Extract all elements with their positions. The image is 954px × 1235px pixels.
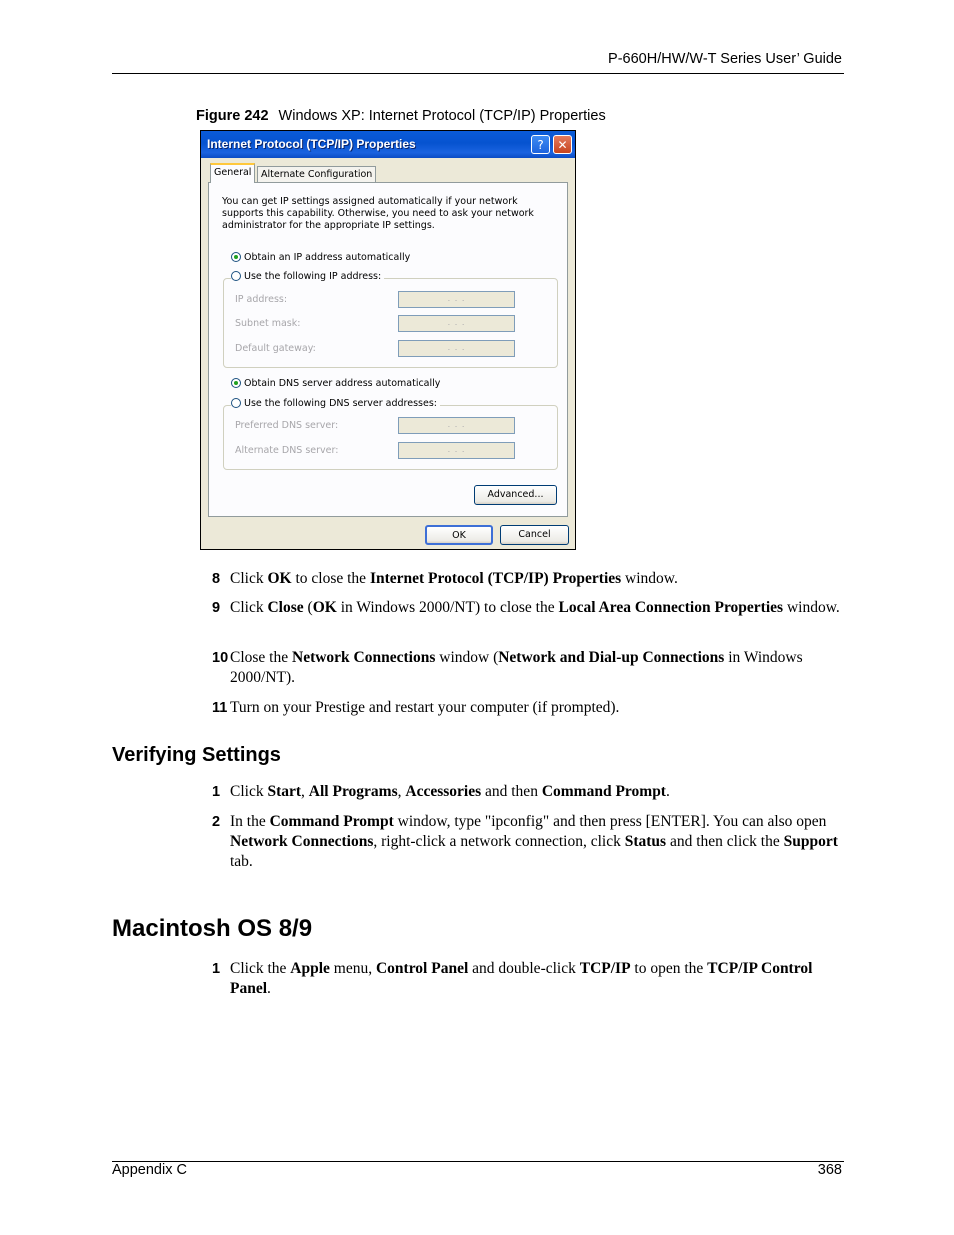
step-text: window.: [621, 570, 678, 587]
step-text: , right-click a network connection, click: [373, 833, 625, 850]
header-rule: [112, 73, 844, 74]
radio-selected-icon: [231, 252, 241, 262]
step-bold-text: Start: [267, 783, 302, 800]
advanced-button[interactable]: Advanced...: [474, 485, 557, 505]
step-text: tab.: [230, 853, 253, 870]
ip-address-label: IP address:: [235, 294, 288, 305]
section-title-verifying: Verifying Settings: [112, 744, 281, 766]
step-bold-text: OK: [312, 599, 337, 616]
step-bold-text: TCP/IP: [579, 960, 631, 977]
preferred-dns-label: Preferred DNS server:: [235, 420, 339, 431]
step-bold-text: Network Connections: [292, 649, 436, 666]
step-bold-text: Accessories: [405, 783, 482, 800]
tab-alternate-configuration[interactable]: Alternate Configuration: [257, 166, 376, 182]
step-text: In the: [230, 813, 270, 830]
step-text: window.: [783, 599, 840, 616]
step-text: and then click the: [666, 833, 784, 850]
step-text: in Windows 2000/NT) to close the: [336, 599, 559, 616]
step-item: [212, 569, 845, 589]
subnet-mask-label: Subnet mask:: [235, 318, 301, 329]
step-bold-text: Local Area Connection Properties: [558, 599, 784, 616]
step-bold-text: Command Prompt: [541, 783, 666, 800]
alternate-dns-input[interactable]: . . .: [398, 442, 515, 459]
step-bold-text: Apple: [290, 960, 330, 977]
step-text: window, type "ipconfig" and then press [ENTER]. You can also open: [393, 813, 827, 830]
help-icon[interactable]: ?: [531, 135, 550, 154]
step-bold-text: Close: [267, 599, 304, 616]
preferred-dns-input[interactable]: . . .: [398, 417, 515, 434]
step-item: [212, 598, 845, 618]
step-bold-text: Control Panel: [375, 960, 469, 977]
step-text: menu,: [329, 960, 376, 977]
step-number: 2: [212, 814, 221, 830]
step-text: ,: [301, 783, 309, 800]
page-number: 368: [817, 1162, 842, 1178]
radio-ip-manual[interactable]: [231, 271, 384, 283]
dialog-title: Internet Protocol (TCP/IP) Properties: [207, 137, 416, 151]
step-text: Click: [230, 599, 268, 616]
ip-address-input[interactable]: . . .: [398, 291, 515, 308]
default-gateway-input[interactable]: . . .: [398, 340, 515, 357]
step-bold-text: Internet Protocol (TCP/IP) Properties: [369, 570, 622, 587]
step-bold-text: Status: [624, 833, 667, 850]
step-number: 8: [212, 571, 221, 587]
step-text: window (: [435, 649, 499, 666]
radio-ip-auto-label: Obtain an IP address automatically: [244, 252, 411, 263]
dns-group: [223, 405, 558, 470]
step-text: to open the: [630, 960, 708, 977]
step-item: [212, 959, 830, 999]
step-text: .: [267, 980, 271, 997]
step-bold-text: OK: [267, 570, 292, 587]
step-number: 10: [212, 650, 229, 666]
alternate-dns-label: Alternate DNS server:: [235, 445, 339, 456]
radio-unselected-icon: [231, 398, 241, 408]
radio-ip-auto[interactable]: [231, 252, 410, 264]
step-text: .: [665, 783, 670, 800]
step-text: Close the: [230, 649, 292, 666]
step-item: [212, 782, 845, 802]
cancel-button[interactable]: Cancel: [500, 525, 569, 545]
close-icon[interactable]: ✕: [553, 135, 572, 154]
step-text: in Windows 2000/NT).: [230, 649, 803, 686]
step-text: ,: [397, 783, 406, 800]
figure-caption: [196, 108, 606, 124]
radio-unselected-icon: [231, 271, 241, 281]
step-text: and double-click: [468, 960, 580, 977]
radio-dns-manual[interactable]: [231, 398, 440, 410]
dialog-titlebar: [201, 131, 575, 158]
default-gateway-label: Default gateway:: [235, 343, 316, 354]
step-bold-text: Network and Dial-up Connections: [498, 649, 725, 666]
step-number: 1: [212, 784, 221, 800]
page-header: P-660H/HW/W-T Series User’ Guide: [608, 51, 842, 67]
ok-button[interactable]: OK: [425, 525, 493, 545]
step-text: Click the: [230, 960, 291, 977]
radio-ip-manual-label: Use the following IP address:: [244, 271, 382, 282]
figure-caption-text: Windows XP: Internet Protocol (TCP/IP) Properties: [278, 108, 606, 124]
step-bold-text: Support: [783, 833, 838, 850]
step-number: 1: [212, 961, 221, 977]
step-text: (: [303, 599, 313, 616]
step-text: to close the: [291, 570, 370, 587]
step-item: [212, 812, 845, 872]
figure-label: Figure 242: [196, 108, 269, 124]
radio-dns-manual-label: Use the following DNS server addresses:: [244, 398, 437, 409]
step-text: Click: [230, 783, 268, 800]
step-item: [212, 698, 845, 718]
step-bold-text: Command Prompt: [269, 813, 394, 830]
radio-selected-icon: [231, 378, 241, 388]
tab-general[interactable]: General: [210, 163, 255, 183]
step-bold-text: TCP/IP Control Panel: [230, 960, 813, 997]
step-bold-text: Network Connections: [230, 833, 374, 850]
step-bold-text: All Programs: [308, 783, 398, 800]
step-text: Turn on your Prestige and restart your computer (if prompted).: [230, 699, 620, 716]
intro-text: You can get IP settings assigned automatically if your network supports this capability. Otherwise, you need to ask your network administrator for the appropriate IP settings.: [222, 196, 534, 231]
step-item: [212, 648, 845, 688]
radio-dns-auto-label: Obtain DNS server address automatically: [244, 378, 441, 389]
step-number: 9: [212, 600, 221, 616]
step-text: and then: [481, 783, 542, 800]
step-number: 11: [212, 700, 228, 716]
section-title-macintosh: Macintosh OS 8/9: [112, 915, 313, 942]
general-panel: [208, 182, 568, 517]
radio-dns-auto[interactable]: [231, 378, 440, 390]
dialog-screenshot: [200, 130, 576, 550]
step-text: Click: [230, 570, 268, 587]
subnet-mask-input[interactable]: . . .: [398, 315, 515, 332]
footer-rule: [112, 1161, 844, 1162]
footer-left: Appendix C: [112, 1162, 187, 1178]
